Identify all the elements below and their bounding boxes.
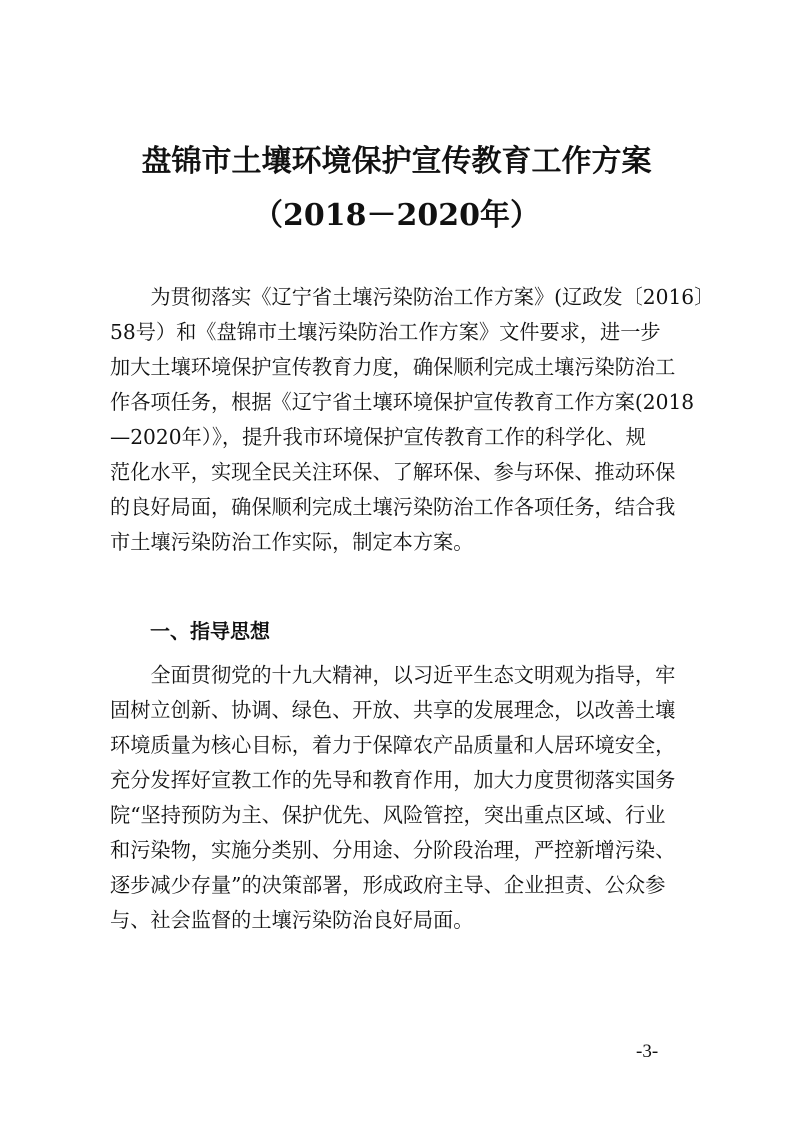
intro-line: 市土壤污染防治工作实际，制定本方案。 — [110, 530, 474, 554]
intro-line: 加大土壤环境保护宣传教育力度，确保顺利完成土壤污染防治工 — [110, 355, 676, 379]
section-1-line: 全面贯彻党的十九大精神，以习近平生态文明观为指导，牢 — [110, 663, 676, 687]
intro-line: 作各项任务，根据《辽宁省土壤环境保护宣传教育工作方案(2018 — [110, 390, 695, 414]
section-1-line: 固树立创新、协调、绿色、开放、共享的发展理念，以改善土壤 — [110, 698, 676, 722]
document-subtitle: （2018－2020年） — [253, 198, 540, 233]
section-1-paragraph — [110, 658, 700, 938]
intro-paragraph — [110, 280, 715, 560]
intro-line: 为贯彻落实《辽宁省土壤污染防治工作方案》(辽政发〔2016〕 — [110, 285, 715, 309]
page-number: -3- — [636, 1041, 659, 1062]
intro-line: 的良好局面，确保顺利完成土壤污染防治工作各项任务，结合我 — [110, 495, 676, 519]
intro-line: —2020年）》，提升我市环境保护宣传教育工作的科学化、规 — [110, 425, 646, 449]
intro-line: 范化水平，实现全民关注环保、了解环保、参与环保、推动环保 — [110, 460, 676, 484]
intro-line: 58号）和《盘锦市土壤污染防治工作方案》文件要求，进一步 — [110, 320, 661, 344]
section-heading-guiding-thought: 一、指导思想 — [150, 619, 270, 643]
document-title: 盘锦市土壤环境保护宣传教育工作方案 — [141, 144, 652, 179]
section-1-line: 逐步减少存量”的决策部署，形成政府主导、企业担责、公众参 — [110, 873, 666, 897]
section-1-line: 充分发挥好宣教工作的先导和教育作用，加大力度贯彻落实国务 — [110, 768, 676, 792]
section-1-line: 院“坚持预防为主、保护优先、风险管控，突出重点区域、行业 — [110, 803, 666, 827]
section-1-line: 环境质量为核心目标，着力于保障农产品质量和人居环境安全， — [110, 733, 676, 757]
section-1-line: 与、社会监督的土壤污染防治良好局面。 — [110, 908, 474, 932]
section-1-line: 和污染物，实施分类别、分用途、分阶段治理，严控新增污染、 — [110, 838, 676, 862]
